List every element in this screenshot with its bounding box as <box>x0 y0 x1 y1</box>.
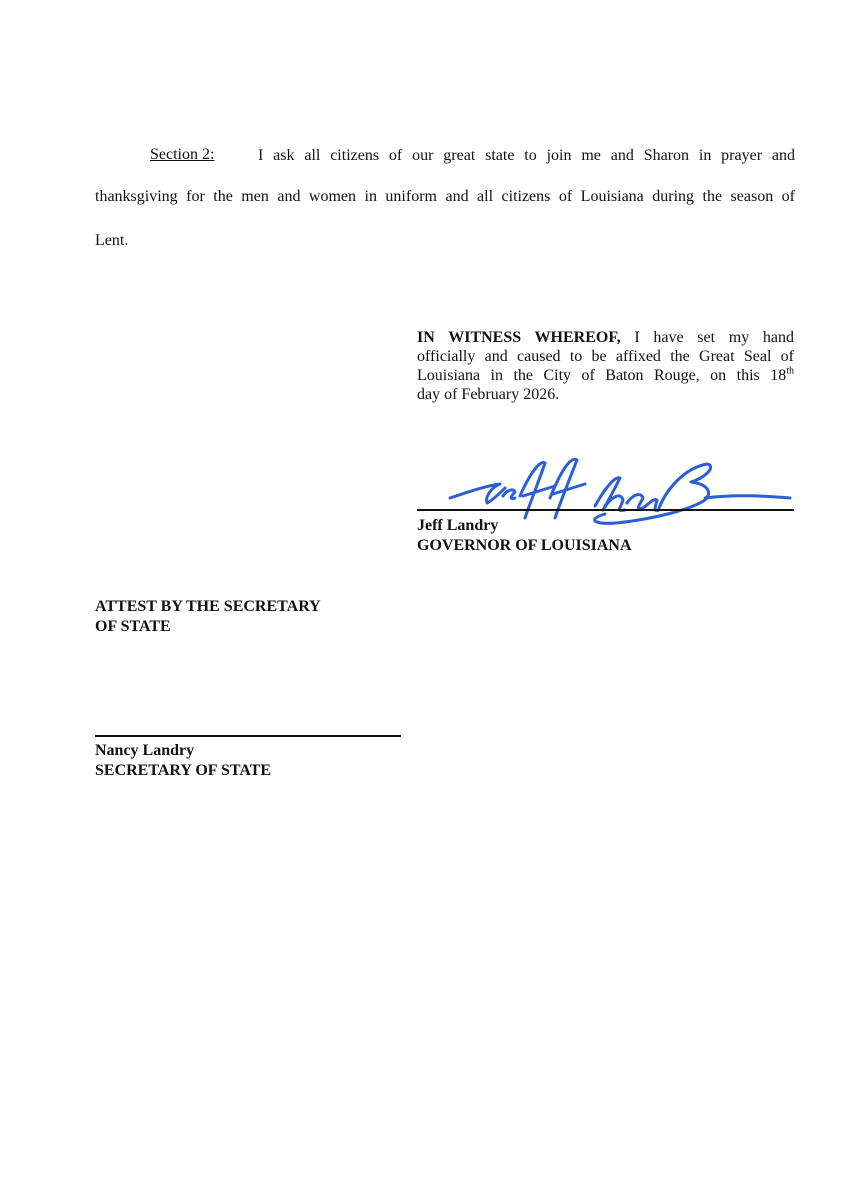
attest-heading <box>95 597 321 637</box>
governor-name: Jeff Landry <box>417 517 499 534</box>
section-paragraph-line-3: Lent. <box>95 232 129 249</box>
witness-date-suffix: th <box>786 365 794 377</box>
witness-line-1 <box>417 328 794 347</box>
secretary-title: SECRETARY OF STATE <box>95 762 272 779</box>
secretary-signature-line <box>95 735 401 737</box>
witness-line-2: officially and caused to be affixed the Great Seal of <box>417 348 794 365</box>
governor-signature-line <box>417 509 794 511</box>
section-label: Section 2: <box>150 146 215 163</box>
witness-line-1-rest: I have set my hand <box>634 329 794 346</box>
section-paragraph-line-1: I ask all citizens of our great state to join me and Sharon in prayer and <box>258 147 795 164</box>
section-paragraph-line-2: thanksgiving for the men and women in uniform and all citizens of Louisiana during the season of <box>95 188 795 205</box>
witness-line-3 <box>417 366 794 385</box>
secretary-name: Nancy Landry <box>95 742 195 759</box>
attest-line-1: ATTEST BY THE SECRETARY <box>95 598 321 615</box>
governor-title: GOVERNOR OF LOUISIANA <box>417 537 632 554</box>
witness-lead: IN WITNESS WHEREOF, <box>417 329 621 346</box>
witness-line-3-text: Louisiana in the City of Baton Rouge, on this 18 <box>417 367 787 384</box>
attest-line-2: OF STATE <box>95 618 171 635</box>
witness-clause <box>417 328 794 404</box>
governor-signatory <box>417 516 632 556</box>
secretary-signatory <box>95 741 271 781</box>
witness-line-4: day of February 2026. <box>417 386 560 403</box>
